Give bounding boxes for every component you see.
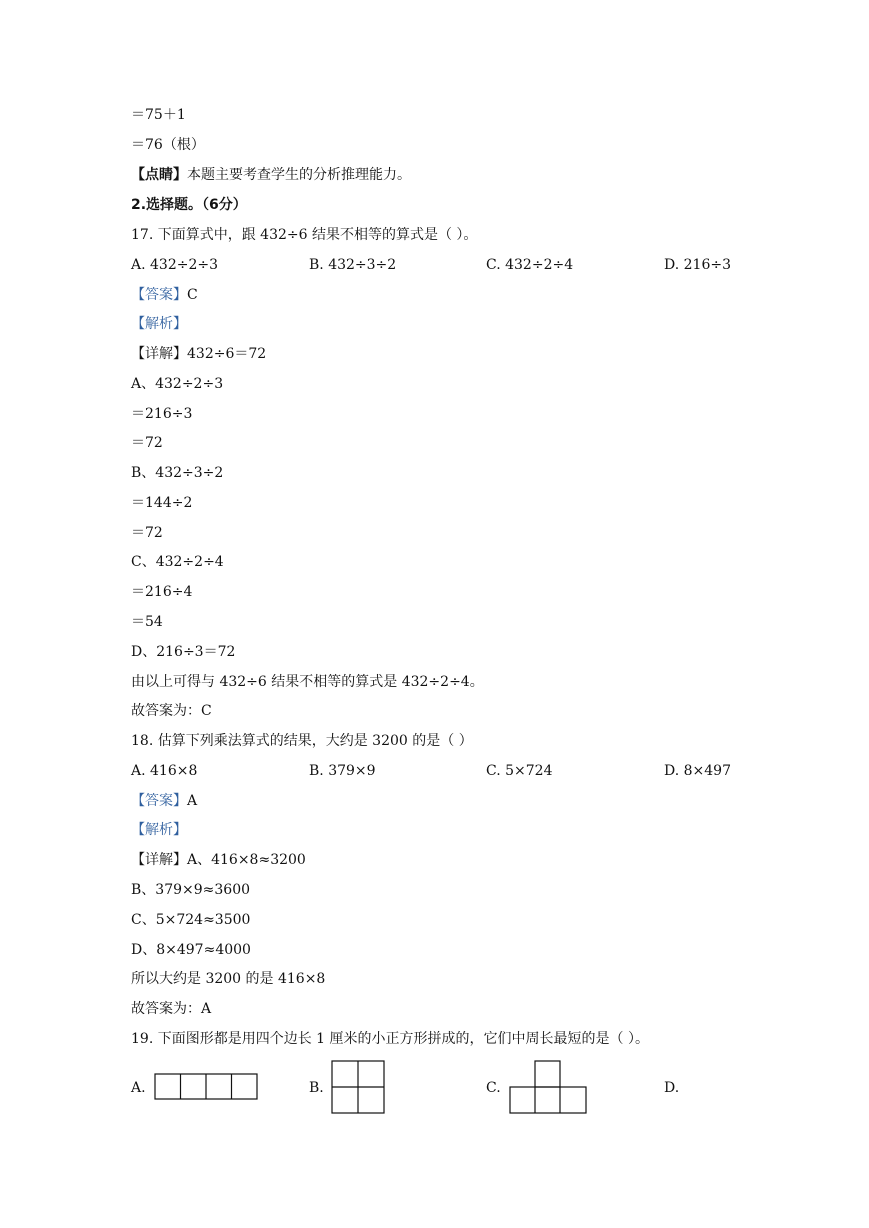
detail-first: 432÷6＝72 bbox=[187, 346, 267, 362]
q17-step: B、432÷3÷2 bbox=[131, 465, 224, 481]
q17-step: ＝72 bbox=[131, 525, 163, 541]
q19-option-d: D. bbox=[664, 1080, 680, 1096]
q17-step: ＝54 bbox=[131, 614, 163, 630]
calc-line: ＝76（根） bbox=[131, 137, 205, 153]
q17-step: ＝72 bbox=[131, 435, 163, 451]
q17-option-b: B. 432÷3÷2 bbox=[309, 257, 397, 273]
shape-a-row-of-four bbox=[154, 1073, 258, 1100]
q17-answer bbox=[131, 286, 198, 304]
q19-option-a: A. bbox=[131, 1080, 146, 1096]
q17-step: ＝216÷3 bbox=[131, 406, 193, 422]
answer-label: 【答案】 bbox=[131, 287, 187, 303]
detail-label: 【详解】 bbox=[131, 346, 187, 362]
detail-label: 【详解】 bbox=[131, 852, 187, 868]
point-line bbox=[131, 166, 411, 184]
q18-step: 所以大约是 3200 的是 416×8 bbox=[131, 971, 326, 987]
q17-option-c: C. 432÷2÷4 bbox=[486, 257, 574, 273]
q17-option-d: D. 216÷3 bbox=[664, 257, 731, 273]
point-text: 本题主要考查学生的分析推理能力。 bbox=[187, 167, 411, 183]
q18-detail bbox=[131, 851, 306, 869]
q19-option-c: C. bbox=[486, 1080, 501, 1096]
q17-step: 由以上可得与 432÷6 结果不相等的算式是 432÷2÷4。 bbox=[131, 674, 484, 690]
q18-option-a: A. 416×8 bbox=[131, 763, 198, 779]
q18-option-b: B. 379×9 bbox=[309, 763, 376, 779]
q18-step: C、5×724≈3500 bbox=[131, 912, 251, 928]
q18-question: 18. 估算下列乘法算式的结果，大约是 3200 的是（ ） bbox=[131, 733, 473, 749]
q17-step: 故答案为：C bbox=[131, 703, 212, 719]
q18-step: B、379×9≈3600 bbox=[131, 882, 251, 898]
q17-question: 17. 下面算式中，跟 432÷6 结果不相等的算式是（ ）。 bbox=[131, 227, 478, 243]
q17-step: C、432÷2÷4 bbox=[131, 554, 224, 570]
q18-analysis-label: 【解析】 bbox=[131, 822, 187, 838]
calc-line: ＝75＋1 bbox=[131, 107, 186, 123]
q18-option-d: D. 8×497 bbox=[664, 763, 731, 779]
q17-step: ＝216÷4 bbox=[131, 584, 193, 600]
q19-option-b: B. bbox=[309, 1080, 324, 1096]
point-label: 【点睛】 bbox=[131, 167, 187, 183]
q18-option-c: C. 5×724 bbox=[486, 763, 553, 779]
q17-detail bbox=[131, 345, 266, 363]
q18-step: 故答案为：A bbox=[131, 1001, 212, 1017]
q17-step: D、216÷3＝72 bbox=[131, 644, 236, 660]
q17-option-a: A. 432÷2÷3 bbox=[131, 257, 219, 273]
shape-c-t-tetromino bbox=[509, 1060, 587, 1114]
q18-answer bbox=[131, 792, 197, 810]
q19-question: 19. 下面图形都是用四个边长 1 厘米的小正方形拼成的，它们中周长最短的是（ ）。 bbox=[131, 1031, 649, 1047]
q17-analysis-label: 【解析】 bbox=[131, 316, 187, 332]
q17-step: ＝144÷2 bbox=[131, 495, 193, 511]
shape-b-square-two-by-two bbox=[331, 1060, 385, 1114]
section-title: 2.选择题。（6分） bbox=[131, 197, 247, 213]
q17-step: A、432÷2÷3 bbox=[131, 376, 224, 392]
answer-value: C bbox=[187, 287, 198, 303]
detail-first: A、416×8≈3200 bbox=[187, 852, 306, 868]
answer-value: A bbox=[187, 793, 198, 809]
q18-step: D、8×497≈4000 bbox=[131, 942, 251, 958]
answer-label: 【答案】 bbox=[131, 793, 187, 809]
